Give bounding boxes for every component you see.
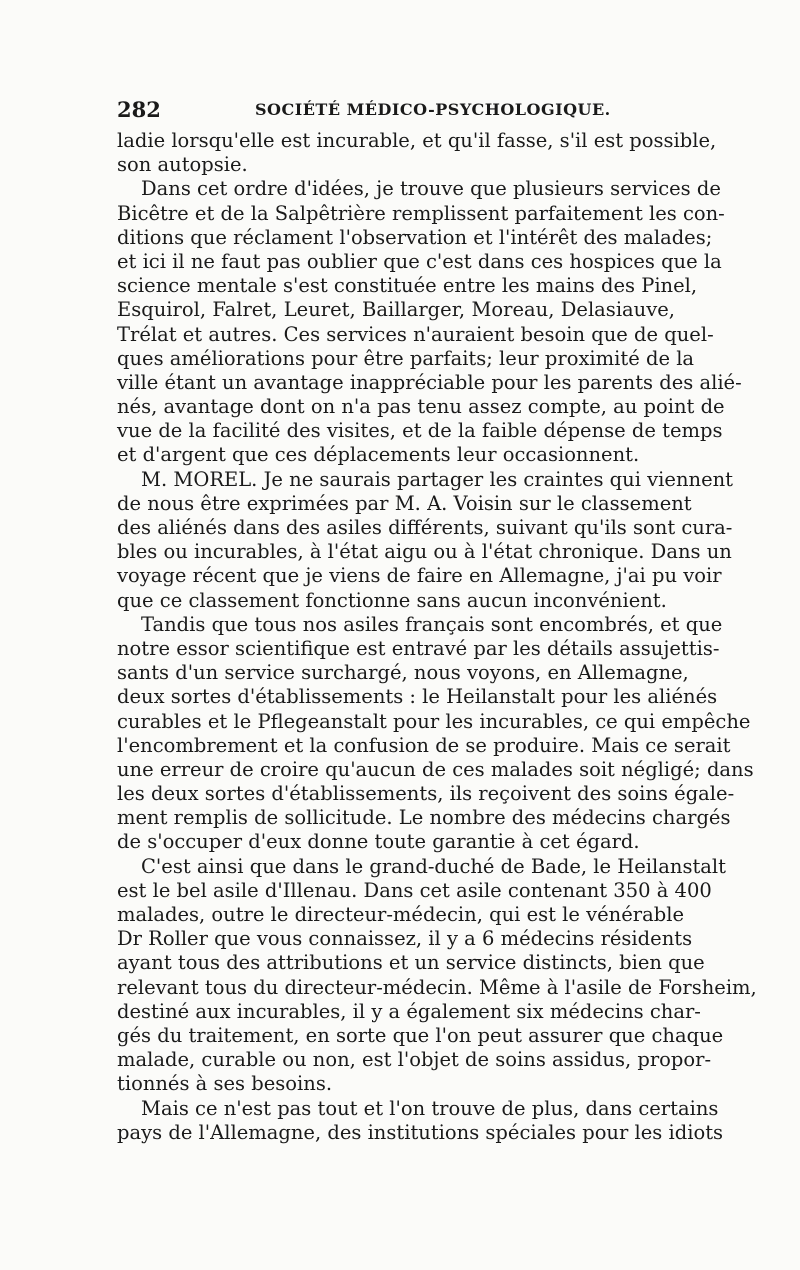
text-line: des aliénés dans des asiles différents, suivant qu'ils sont cura- — [117, 516, 733, 539]
text-line: C'est ainsi que dans le grand-duché de Bade, le Heilanstalt — [141, 854, 726, 878]
text-line: ditions que réclament l'observation et l'intérêt des malades; — [117, 225, 713, 249]
text-line: Bicêtre et de la Salpêtrière remplissent parfaitement les con- — [117, 201, 725, 225]
text-line: nés, avantage dont on n'a pas tenu assez compte, au point de — [117, 395, 725, 419]
text-line: curables et le Pflegeanstalt pour les incurables, ce qui empêche — [117, 709, 751, 733]
text-line: deux sortes d'établissements : le Heilanstalt pour les aliénés — [117, 685, 718, 709]
running-title: SOCIÉTÉ MÉDICO-PSYCHOLOGIQUE. — [255, 100, 611, 119]
text-line: ville étant un avantage inappréciable pour les parents des alié- — [117, 370, 742, 394]
text-line: gés du traitement, en sorte que l'on peut assurer que chaque — [117, 1023, 724, 1047]
text-line: de s'occuper d'eux donne toute garantie à cet égard. — [117, 830, 640, 854]
text-line: pays de l'Allemagne, des institutions spéciales pour les idiots — [117, 1120, 724, 1144]
body-text — [117, 129, 757, 1145]
text-line: ladie lorsqu'elle est incurable, et qu'il fasse, s'il est possible, — [117, 129, 717, 152]
text-line: et d'argent que ces déplacements leur occasionnent. — [117, 443, 640, 467]
text-line: Trélat et autres. Ces services n'auraient besoin que de quel- — [117, 322, 714, 346]
text-line: les deux sortes d'établissements, ils reçoivent des soins égale- — [117, 782, 735, 806]
text-line: Dr Roller que vous connaissez, il y a 6 médecins résidents — [117, 927, 693, 951]
text-line: une erreur de croire qu'aucun de ces malades soit négligé; dans — [117, 757, 754, 781]
text-line: destiné aux incurables, il y a également six médecins char- — [117, 999, 701, 1023]
text-line: de nous être exprimées par M. A. Voisin sur le classement — [117, 491, 692, 515]
page-number: 282 — [117, 97, 161, 122]
text-line: relevant tous du directeur-médecin. Même à l'asile de Forsheim, — [117, 975, 757, 999]
text-line: son autopsie. — [117, 153, 248, 177]
text-line: Mais ce n'est pas tout et l'on trouve de plus, dans certains — [141, 1096, 719, 1120]
text-line: malade, curable ou non, est l'objet de soins assidus, propor- — [117, 1048, 712, 1072]
text-line: science mentale s'est constituée entre les mains des Pinel, — [117, 274, 698, 298]
text-line: ayant tous des attributions et un service distincts, bien que — [117, 951, 705, 975]
text-line: vue de la facilité des visites, et de la faible dépense de temps — [117, 419, 723, 443]
text-line: Esquirol, Falret, Leuret, Baillarger, Moreau, Delasiauve, — [117, 298, 675, 322]
text-line: que ce classement fonctionne sans aucun inconvénient. — [117, 588, 667, 612]
text-line: notre essor scientifique est entravé par les détails assujettis- — [117, 636, 720, 660]
text-line: tionnés à ses besoins. — [117, 1072, 333, 1096]
running-head — [117, 97, 675, 127]
text-line: M. MOREL. Je ne saurais partager les craintes qui viennent — [141, 467, 733, 491]
text-line: est le bel asile d'Illenau. Dans cet asile contenant 350 à 400 — [117, 878, 712, 902]
text-line: malades, outre le directeur-médecin, qui est le vénérable — [117, 903, 684, 926]
text-line: sants d'un service surchargé, nous voyons, en Allemagne, — [117, 661, 689, 685]
text-line: ques améliorations pour être parfaits; leur proximité de la — [117, 346, 695, 370]
text-line: l'encombrement et la confusion de se produire. Mais ce serait — [117, 733, 731, 757]
text-line: bles ou incurables, à l'état aigu ou à l'état chronique. Dans un — [117, 540, 732, 564]
text-line: et ici il ne faut pas oublier que c'est dans ces hospices que la — [117, 249, 722, 273]
text-line: voyage récent que je viens de faire en Allemagne, j'ai pu voir — [117, 564, 722, 588]
text-line: ment remplis de sollicitude. Le nombre des médecins chargés — [117, 806, 731, 830]
text-line: Tandis que tous nos asiles français sont encombrés, et que — [141, 612, 723, 636]
text-line: Dans cet ordre d'idées, je trouve que plusieurs services de — [141, 177, 721, 201]
